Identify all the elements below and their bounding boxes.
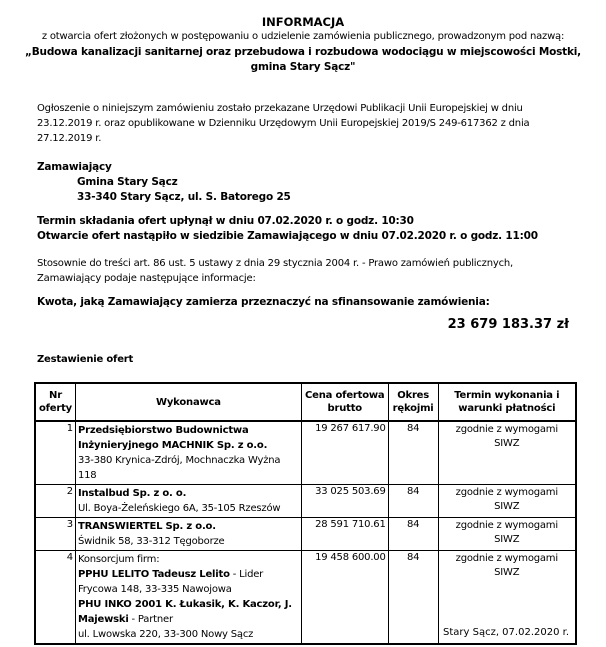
legal-basis-line: Zamawiający podaje następujące informacje:	[37, 273, 256, 284]
offer-number: 3	[35, 518, 75, 551]
offer-price: 28 591 710.61	[301, 518, 388, 551]
partner-role: - Partner	[128, 614, 173, 625]
submission-deadline: Termin składania ofert upłynął w dniu 07.02.2020 r. o godz. 10:30	[37, 215, 414, 227]
offer-number: 4	[35, 551, 75, 645]
partner-address: ul. Lwowska 220, 33-300 Nowy Sącz	[77, 629, 254, 640]
table-row	[35, 421, 576, 485]
contractor-address: Świdnik 58, 33-312 Tęgoborze	[77, 536, 225, 547]
offer-price: 19 267 617.90	[301, 421, 388, 485]
offer-number: 1	[35, 421, 75, 485]
contracting-authority-address: 33-340 Stary Sącz, ul. S. Batorego 25	[77, 191, 291, 203]
header-text: Nr	[49, 390, 62, 401]
leader-name: PPHU LELITO Tadeusz Lelito	[77, 569, 230, 580]
contractor-address: Ul. Boya-Żeleńskiego 6A, 35-105 Rzeszów	[77, 503, 281, 514]
project-name-line2: gmina Stary Sącz"	[250, 61, 356, 73]
offer-price: 33 025 503.69	[301, 485, 388, 518]
header-text: Cena ofertowa	[305, 390, 385, 401]
partner-name: Majewski	[77, 614, 129, 625]
terms-text: zgodnie z wymogami	[455, 424, 558, 435]
budget-label: Kwota, jaką Zamawiający zamierza przeznaczyć na sfinansowanie zamówienia:	[37, 296, 490, 308]
contractor-name: Inżynieryjnego MACHNIK Sp. z o.o.	[77, 440, 268, 451]
contractor-cell	[75, 551, 301, 645]
header-text: oferty	[38, 403, 72, 414]
legal-basis	[37, 256, 577, 286]
contractor-name: TRANSWIERTEL Sp. z o.o.	[77, 521, 216, 532]
terms-text: zgodnie z wymogami	[455, 487, 558, 498]
column-header-price	[301, 383, 388, 421]
warranty-period: 84	[388, 485, 438, 518]
warranty-period: 84	[388, 421, 438, 485]
partner-name: PHU INKO 2001 K. Łukasik, K. Kaczor, J.	[77, 599, 292, 610]
contractor-address: 33-380 Krynica-Zdrój, Mochnaczka Wyżna 118	[77, 455, 281, 481]
consortium-leader	[78, 567, 299, 582]
table-header-row	[35, 383, 576, 421]
warranty-period: 84	[388, 551, 438, 645]
contractor-name: Instalbud Sp. z o. o.	[77, 488, 187, 499]
table-row	[35, 518, 576, 551]
offer-price: 19 458 600.00	[301, 551, 388, 645]
consortium-partner	[78, 612, 299, 627]
deadlines	[37, 214, 577, 244]
column-header-nr	[35, 383, 75, 421]
publication-notice	[37, 101, 577, 146]
contractor-cell	[75, 421, 301, 485]
terms-text: SIWZ	[494, 501, 520, 512]
warranty-period: 84	[388, 518, 438, 551]
opening-date: Otwarcie ofert nastąpiło w siedzibie Zamawiającego w dniu 07.02.2020 r. o godz. 11:00	[37, 230, 538, 242]
terms-cell	[438, 485, 576, 518]
contracting-authority-label: Zamawiający	[37, 161, 112, 173]
column-header-warranty	[388, 383, 438, 421]
terms-cell	[438, 518, 576, 551]
place-and-date: Stary Sącz, 07.02.2020 r.	[443, 627, 569, 638]
terms-cell	[438, 421, 576, 485]
header-text: Termin wykonania i	[454, 390, 560, 401]
header-text: warunki płatności	[458, 403, 556, 414]
consortium-intro: Konsorcjum firm:	[77, 554, 160, 565]
terms-text: zgodnie z wymogami	[455, 520, 558, 531]
terms-text: SIWZ	[494, 438, 520, 449]
notice-line: 23.12.2019 r. oraz opublikowane w Dzienniku Urzędowym Unii Europejskiej 2019/S 249-617362 z dnia	[37, 118, 530, 129]
leader-role: - Lider	[229, 569, 264, 580]
leader-address: Frycowa 148, 33-335 Nawojowa	[77, 584, 232, 595]
budget-amount: 23 679 183.37 zł	[447, 317, 569, 332]
contracting-authority	[37, 160, 577, 205]
contractor-cell	[75, 518, 301, 551]
offer-number: 2	[35, 485, 75, 518]
contractor-cell	[75, 485, 301, 518]
offers-section-title: Zestawienie ofert	[37, 354, 134, 365]
header-text: Okres	[397, 390, 430, 401]
contracting-authority-name: Gmina Stary Sącz	[77, 176, 178, 188]
project-name-line1: „Budowa kanalizacji sanitarnej oraz przebudowa i rozbudowa wodociągu w miejscowości Mostki,	[25, 46, 581, 58]
terms-text: zgodnie z wymogami	[455, 553, 558, 564]
legal-basis-line: Stosownie do treści art. 86 ust. 5 ustawy z dnia 29 stycznia 2004 r. - Prawo zamówień publicznych,	[37, 258, 514, 269]
contractor-name: Przedsiębiorstwo Budownictwa	[77, 425, 249, 436]
project-name	[0, 45, 606, 75]
header-text: brutto	[327, 403, 362, 414]
terms-text: SIWZ	[494, 534, 520, 545]
column-header-terms	[438, 383, 576, 421]
column-header-contractor: Wykonawca	[75, 383, 301, 421]
terms-text: SIWZ	[494, 567, 520, 578]
notice-line: 27.12.2019 r.	[37, 133, 102, 144]
document-title: INFORMACJA	[261, 15, 345, 29]
offers-table	[34, 382, 577, 645]
table-row	[35, 485, 576, 518]
notice-line: Ogłoszenie o niniejszym zamówieniu zostało przekazane Urzędowi Publikacji Unii Europejskiej w dniu	[37, 103, 523, 114]
document-subtitle: z otwarcia ofert złożonych w postępowaniu o udzielenie zamówienia publicznego, prowadzonym pod nazwą:	[41, 31, 565, 42]
header-text: rękojmi	[392, 403, 434, 414]
